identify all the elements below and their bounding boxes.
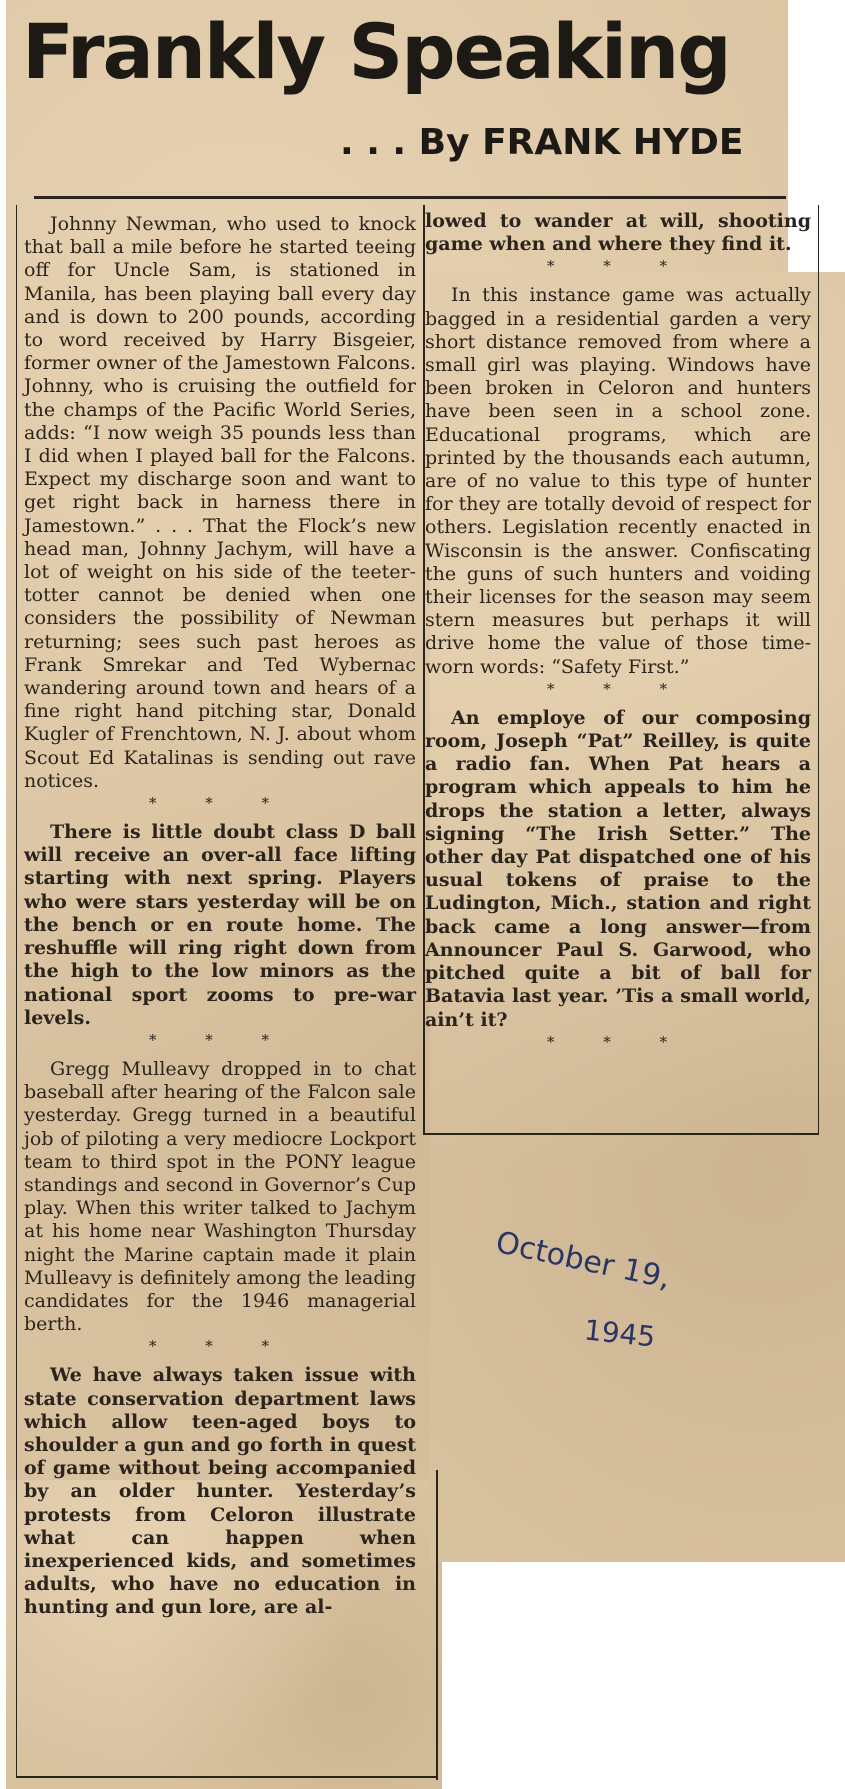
paragraph-reilley: An employe of our composing room, Joseph “Pat” Reilley, is quite a radio fan. When Pat hears a program which appeals to him he drops the station a letter, always signing “The Irish Setter.” The other day Pat dispatched one of his usual tokens of praise to the Ludington, Mich., station and right back came a long answer—from Announcer Paul S. Garwood, who pitched quite a bit of ball for Batavia last year. ’Tis a small world, ain’t it?: [425, 706, 811, 1031]
byline: . . . By FRANK HYDE: [340, 122, 744, 163]
paragraph-continued: lowed to wander at will, shooting game when and where they find it.: [425, 210, 811, 256]
right-border: [818, 205, 819, 1135]
bottom-rule: [16, 1776, 438, 1778]
handwritten-date: [492, 1225, 740, 1355]
paragraph-newman: Johnny Newman, who used to knock that ball a mile before he started teeing off for Uncle Sam, is stationed in Manila, has been playing ball every day and is down to 200 pounds, according to word received by Harry Bisgeier, former owner of the Jamestown Falcons. Johnny, who is cruising the outfield for the champs of the Pacific World Series, adds: “I now weigh 35 pounds less than I did when I played ball for the Falcons. Expect my discharge soon and want to get right back in harness there in Jamestown.” . . . That the Flock’s new head man, Johnny Jachym, will have a lot of weight on his side of the teeter-totter cannot be denied when one considers the possibility of Newman returning; sees such past heroes as Frank Smrekar and Ted Wybernac wandering around town and hears of a fine right hand pitching star, Donald Kugler of Frenchtown, N. J. about whom Scout Ed Katalinas is sending out rave notices.: [24, 213, 416, 792]
separator-stars: * * *: [546, 679, 690, 698]
left-border: [16, 205, 17, 1777]
left-column: [24, 213, 416, 1620]
right-column-bottom-rule: [425, 1133, 819, 1135]
handwritten-date-line2: 1945: [582, 1313, 657, 1354]
separator-stars: * * *: [148, 1337, 292, 1356]
separator-stars: * * *: [148, 794, 292, 813]
column-title: Frankly Speaking: [22, 7, 730, 96]
separator-stars: * * *: [148, 1030, 292, 1049]
right-column: [425, 210, 811, 1060]
handwritten-date-line1: October 19,: [492, 1225, 674, 1297]
paragraph-celoron: In this instance game was actually bagged in a residential garden a very short distance removed from where a small girl was playing. Windows have been broken in Celoron and hunters have been seen in a school zone. Educational programs, which are printed by the thousands each autumn, are of no value to this type of hunter for they are totally devoid of respect for others. Legislation recently enacted in Wisconsin is the answer. Confiscating the guns of such hunters and voiding their licenses for the season may seem stern measures but perhaps it will drive home the value of those time-worn words: “Safety First.”: [425, 284, 811, 678]
paragraph-mulleavy: Gregg Mulleavy dropped in to chat baseball after hearing of the Falcon sale yesterday. Gregg turned in a beautiful job of piloting a very mediocre Lockport team to third spot in the PONY league standings and second in Governor’s Cup play. When this writer talked to Jachym at his home near Washington Thursday night the Marine captain made it plain Mulleavy is definitely among the leading candidates for the 1946 managerial berth.: [24, 1057, 416, 1336]
separator-stars: * * *: [546, 257, 690, 276]
paragraph-class-d: There is little doubt class D ball will receive an over-all face lifting starting with next spring. Players who were stars yesterday will be on the bench or en route home. The reshuffle will ring right down from the high to the low minors as the national sport zooms to pre-war levels.: [24, 821, 416, 1029]
headline-rule: [34, 196, 786, 199]
separator-stars: * * *: [546, 1032, 690, 1051]
lower-right-border: [436, 1470, 438, 1780]
paragraph-conservation: We have always taken issue with state conservation department laws which allow teen-aged boys to shoulder a gun and go forth in quest of game without being accompanied by an older hunter. Yesterday’s protests from Celoron illustrate what can happen when inexperienced kids, and sometimes adults, who have no education in hunting and gun lore, are al-: [24, 1364, 416, 1619]
